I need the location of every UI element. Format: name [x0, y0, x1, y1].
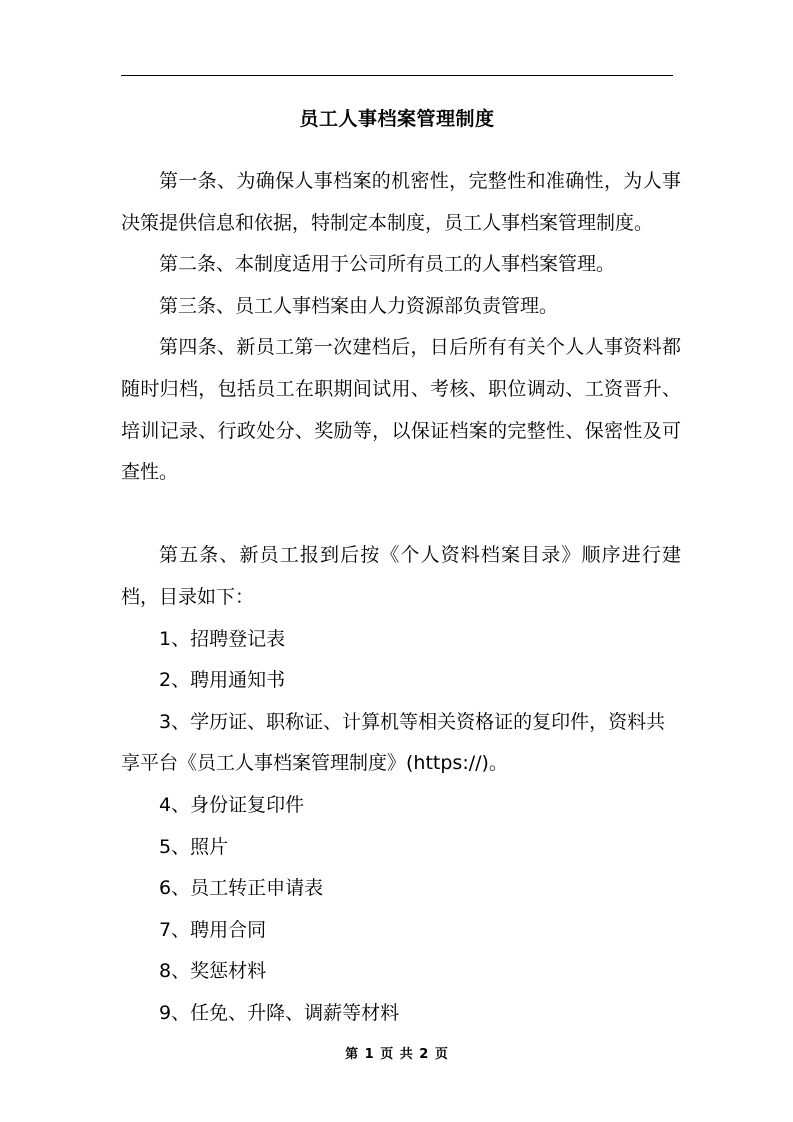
page-indicator: 第 1 页 共 2 页 — [345, 1047, 448, 1062]
article-1: 第一条、为确保人事档案的机密性，完整性和准确性，为人事决策提供信息和依据，特制定本制度，员工人事档案管理制度。 — [121, 170, 681, 234]
document-body — [121, 161, 681, 1034]
article-4: 第四条、新员工第一次建档后，日后所有有关个人人事资料都随时归档，包括员工在职期间试用、考核、职位调动、工资晋升、培训记录、行政处分、奖励等，以保证档案的完整性、保密性及可查性。 — [121, 336, 681, 484]
list-item: 3、学历证、职称证、计算机等相关资格证的复印件，资料共享平台《员工人事档案管理制度》(https://)。 — [121, 710, 666, 775]
article-5: 第五条、新员工报到后按《个人资料档案目录》顺序进行建档，目录如下： — [121, 544, 681, 608]
article-3: 第三条、员工人事档案由人力资源部负责管理。 — [159, 294, 559, 317]
article-2: 第二条、本制度适用于公司所有员工的人事档案管理。 — [159, 253, 616, 276]
header-rule — [121, 75, 673, 76]
list-item: 6、员工转正申请表 — [159, 877, 324, 900]
document-title: 员工人事档案管理制度 — [299, 108, 495, 130]
archive-item-list — [121, 619, 681, 1035]
list-item: 5、照片 — [159, 835, 229, 858]
list-item: 2、聘用通知书 — [159, 669, 286, 692]
blank-line — [121, 494, 681, 536]
list-item: 8、奖惩材料 — [159, 960, 267, 983]
list-item: 7、聘用合同 — [159, 918, 267, 941]
list-item: 9、任免、升降、调薪等材料 — [159, 1001, 400, 1024]
list-item: 1、招聘登记表 — [159, 627, 286, 650]
list-item: 4、身份证复印件 — [159, 793, 305, 816]
